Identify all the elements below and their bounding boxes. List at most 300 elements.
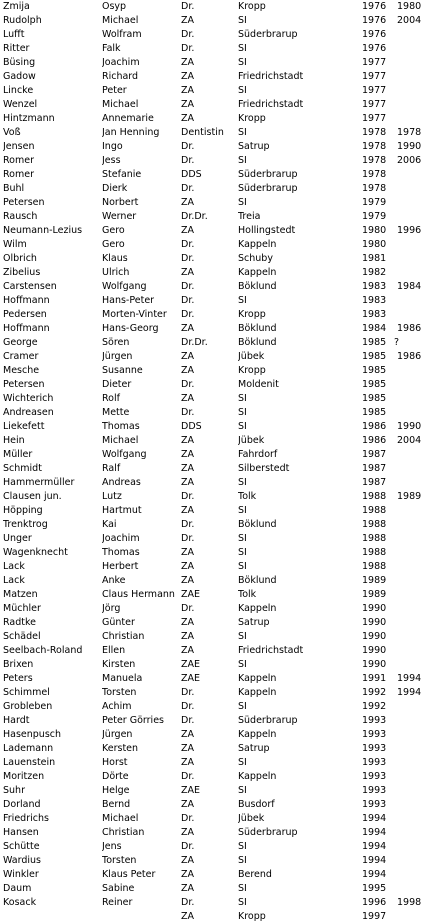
first-name-cell: Jörg: [102, 603, 121, 614]
last-name-cell: Suhr: [3, 785, 25, 796]
roster-row: [0, 322, 428, 336]
end-year-cell: 1984: [397, 281, 422, 292]
city-cell: Böklund: [238, 519, 277, 530]
city-cell: Böklund: [238, 337, 277, 348]
last-name-cell: Liekefett: [3, 421, 45, 432]
roster-row: [0, 784, 428, 798]
first-name-cell: Dörte: [102, 771, 129, 782]
end-year-cell: 2004: [397, 15, 422, 26]
title-cell: ZA: [181, 631, 195, 642]
city-cell: SI: [238, 897, 247, 908]
last-name-cell: Radtke: [3, 617, 36, 628]
end-year-cell: 1986: [397, 351, 422, 362]
start-year-cell: 1994: [362, 841, 387, 852]
start-year-cell: 1994: [362, 827, 387, 838]
roster-row: [0, 546, 428, 560]
last-name-cell: Seelbach-Roland: [3, 645, 83, 656]
start-year-cell: 1995: [362, 883, 387, 894]
first-name-cell: Thomas: [102, 547, 140, 558]
last-name-cell: Petersen: [3, 197, 45, 208]
start-year-cell: 1990: [362, 631, 387, 642]
title-cell: Dr.: [181, 239, 195, 250]
city-cell: Süderbrarup: [238, 183, 298, 194]
last-name-cell: Clausen jun.: [3, 491, 62, 502]
city-cell: Hollingstedt: [238, 225, 296, 236]
title-cell: Dr.: [181, 533, 195, 544]
first-name-cell: Herbert: [102, 561, 139, 572]
city-cell: Tolk: [238, 589, 257, 600]
title-cell: DDS: [181, 169, 202, 180]
start-year-cell: 1997: [362, 911, 387, 922]
end-year-cell: 1994: [397, 673, 422, 684]
last-name-cell: Dorland: [3, 799, 41, 810]
city-cell: Jübek: [238, 813, 265, 824]
first-name-cell: Richard: [102, 71, 139, 82]
first-name-cell: Michael: [102, 15, 139, 26]
title-cell: Dr.: [181, 897, 195, 908]
end-year-cell: 1990: [397, 421, 422, 432]
roster-row: [0, 504, 428, 518]
title-cell: ZA: [181, 505, 195, 516]
title-cell: ZA: [181, 827, 195, 838]
roster-row: [0, 84, 428, 98]
last-name-cell: Lack: [3, 561, 25, 572]
first-name-cell: Thomas: [102, 421, 140, 432]
title-cell: ZA: [181, 883, 195, 894]
last-name-cell: Schimmel: [3, 687, 50, 698]
start-year-cell: 1988: [362, 505, 387, 516]
last-name-cell: Lufft: [3, 29, 25, 40]
roster-row: [0, 770, 428, 784]
title-cell: Dr.Dr.: [181, 337, 208, 348]
roster-row: [0, 350, 428, 364]
first-name-cell: Ralf: [102, 463, 121, 474]
city-cell: SI: [238, 785, 247, 796]
start-year-cell: 1991: [362, 673, 387, 684]
roster-row: [0, 490, 428, 504]
city-cell: Kappeln: [238, 729, 277, 740]
roster-row: [0, 616, 428, 630]
last-name-cell: Brixen: [3, 659, 34, 670]
start-year-cell: 1981: [362, 253, 387, 264]
start-year-cell: 1980: [362, 225, 387, 236]
first-name-cell: Jens: [102, 841, 122, 852]
last-name-cell: Ritter: [3, 43, 30, 54]
roster-row: [0, 378, 428, 392]
first-name-cell: Klaus Peter: [102, 869, 156, 880]
last-name-cell: Lincke: [3, 85, 34, 96]
roster-row: [0, 602, 428, 616]
last-name-cell: Jensen: [3, 141, 35, 152]
first-name-cell: Sören: [102, 337, 130, 348]
roster-row: [0, 336, 428, 350]
last-name-cell: Müller: [3, 449, 33, 460]
title-cell: Dr.: [181, 379, 195, 390]
last-name-cell: Hoffmann: [3, 323, 50, 334]
city-cell: SI: [238, 421, 247, 432]
start-year-cell: 1986: [362, 435, 387, 446]
start-year-cell: 1978: [362, 155, 387, 166]
first-name-cell: Achim: [102, 701, 132, 712]
city-cell: SI: [238, 295, 247, 306]
title-cell: Dr.: [181, 841, 195, 852]
first-name-cell: Horst: [102, 757, 128, 768]
city-cell: SI: [238, 85, 247, 96]
end-year-cell: 1990: [397, 141, 422, 152]
city-cell: Böklund: [238, 323, 277, 334]
city-cell: SI: [238, 701, 247, 712]
last-name-cell: Lademann: [3, 743, 54, 754]
title-cell: Dentistin: [181, 127, 224, 138]
roster-row: [0, 294, 428, 308]
title-cell: ZA: [181, 561, 195, 572]
first-name-cell: Falk: [102, 43, 121, 54]
roster-row: [0, 406, 428, 420]
last-name-cell: Schmidt: [3, 463, 42, 474]
last-name-cell: Petersen: [3, 379, 45, 390]
first-name-cell: Torsten: [102, 855, 137, 866]
start-year-cell: 1994: [362, 855, 387, 866]
end-year-cell: 1994: [397, 687, 422, 698]
start-year-cell: 1977: [362, 85, 387, 96]
roster-row: [0, 70, 428, 84]
roster-row: [0, 868, 428, 882]
last-name-cell: Daum: [3, 883, 32, 894]
roster-row: [0, 392, 428, 406]
city-cell: Jübek: [238, 351, 265, 362]
first-name-cell: Peter Görries: [102, 715, 164, 726]
start-year-cell: 1977: [362, 57, 387, 68]
end-year-cell: 2006: [397, 155, 422, 166]
roster-row: [0, 686, 428, 700]
last-name-cell: Lauenstein: [3, 757, 56, 768]
last-name-cell: Lack: [3, 575, 25, 586]
city-cell: SI: [238, 127, 247, 138]
roster-row: [0, 238, 428, 252]
title-cell: ZA: [181, 197, 195, 208]
title-cell: Dr.: [181, 813, 195, 824]
city-cell: Kropp: [238, 1, 266, 12]
end-year-cell: 1986: [397, 323, 422, 334]
city-cell: Berend: [238, 869, 272, 880]
start-year-cell: 1976: [362, 15, 387, 26]
first-name-cell: Anke: [102, 575, 126, 586]
title-cell: ZAE: [181, 673, 201, 684]
city-cell: SI: [238, 43, 247, 54]
title-cell: ZA: [181, 323, 195, 334]
first-name-cell: Christian: [102, 631, 145, 642]
city-cell: Fahrdorf: [238, 449, 278, 460]
roster-row: [0, 742, 428, 756]
last-name-cell: Rausch: [3, 211, 38, 222]
title-cell: Dr.: [181, 715, 195, 726]
roster-row: [0, 798, 428, 812]
last-name-cell: Zibelius: [3, 267, 41, 278]
roster-row: [0, 364, 428, 378]
title-cell: ZA: [181, 267, 195, 278]
title-cell: ZA: [181, 855, 195, 866]
first-name-cell: Bernd: [102, 799, 131, 810]
start-year-cell: 1976: [362, 43, 387, 54]
city-cell: SI: [238, 477, 247, 488]
start-year-cell: 1992: [362, 687, 387, 698]
city-cell: Süderbrarup: [238, 715, 298, 726]
title-cell: ZA: [181, 365, 195, 376]
last-name-cell: Hoffmann: [3, 295, 50, 306]
city-cell: SI: [238, 407, 247, 418]
start-year-cell: 1988: [362, 491, 387, 502]
title-cell: Dr.: [181, 407, 195, 418]
start-year-cell: 1977: [362, 71, 387, 82]
first-name-cell: Klaus: [102, 253, 128, 264]
title-cell: Dr.: [181, 701, 195, 712]
city-cell: Kropp: [238, 365, 266, 376]
first-name-cell: Mette: [102, 407, 130, 418]
first-name-cell: Michael: [102, 813, 139, 824]
start-year-cell: 1988: [362, 547, 387, 558]
city-cell: SI: [238, 561, 247, 572]
city-cell: Tolk: [238, 491, 257, 502]
first-name-cell: Gero: [102, 239, 125, 250]
city-cell: Kropp: [238, 309, 266, 320]
start-year-cell: 1988: [362, 533, 387, 544]
start-year-cell: 1985: [362, 337, 387, 348]
city-cell: Friedrichstadt: [238, 99, 304, 110]
title-cell: Dr.: [181, 183, 195, 194]
last-name-cell: Wagenknecht: [3, 547, 68, 558]
roster-row: [0, 910, 428, 924]
roster-row: [0, 574, 428, 588]
last-name-cell: Moritzen: [3, 771, 45, 782]
title-cell: Dr.: [181, 603, 195, 614]
city-cell: SI: [238, 197, 247, 208]
last-name-cell: Peters: [3, 673, 33, 684]
title-cell: Dr.Dr.: [181, 211, 208, 222]
title-cell: ZA: [181, 113, 195, 124]
city-cell: Satrup: [238, 743, 270, 754]
start-year-cell: 1990: [362, 603, 387, 614]
roster-row: [0, 434, 428, 448]
first-name-cell: Ellen: [102, 645, 126, 656]
title-cell: ZA: [181, 575, 195, 586]
start-year-cell: 1976: [362, 29, 387, 40]
city-cell: Kappeln: [238, 267, 277, 278]
first-name-cell: Sabine: [102, 883, 135, 894]
last-name-cell: Rudolph: [3, 15, 42, 26]
last-name-cell: Hammermüller: [3, 477, 75, 488]
last-name-cell: Büsing: [3, 57, 36, 68]
last-name-cell: Hintzmann: [3, 113, 55, 124]
city-cell: SI: [238, 883, 247, 894]
roster-row: [0, 112, 428, 126]
roster-row: [0, 182, 428, 196]
roster-row: [0, 28, 428, 42]
first-name-cell: Manuela: [102, 673, 143, 684]
first-name-cell: Stefanie: [102, 169, 142, 180]
city-cell: Friedrichstadt: [238, 71, 304, 82]
start-year-cell: 1993: [362, 799, 387, 810]
start-year-cell: 1985: [362, 379, 387, 390]
roster-row: [0, 756, 428, 770]
city-cell: SI: [238, 841, 247, 852]
roster-row: [0, 448, 428, 462]
start-year-cell: 1985: [362, 351, 387, 362]
start-year-cell: 1978: [362, 169, 387, 180]
first-name-cell: Jürgen: [102, 351, 133, 362]
city-cell: SI: [238, 631, 247, 642]
start-year-cell: 1988: [362, 519, 387, 530]
first-name-cell: Wolfgang: [102, 449, 147, 460]
start-year-cell: 1989: [362, 589, 387, 600]
first-name-cell: Joachim: [102, 533, 140, 544]
title-cell: ZA: [181, 449, 195, 460]
first-name-cell: Susanne: [102, 365, 143, 376]
last-name-cell: Zmija: [3, 1, 30, 12]
city-cell: SI: [238, 57, 247, 68]
title-cell: ZA: [181, 757, 195, 768]
roster-row: [0, 140, 428, 154]
city-cell: Satrup: [238, 617, 270, 628]
title-cell: Dr.: [181, 141, 195, 152]
last-name-cell: Höpping: [3, 505, 43, 516]
roster-row: [0, 280, 428, 294]
title-cell: ZAE: [181, 659, 201, 670]
title-cell: Dr.: [181, 295, 195, 306]
start-year-cell: 1978: [362, 127, 387, 138]
first-name-cell: Christian: [102, 827, 145, 838]
start-year-cell: 1993: [362, 771, 387, 782]
last-name-cell: Buhl: [3, 183, 25, 194]
title-cell: Dr.: [181, 1, 195, 12]
first-name-cell: Osyp: [102, 1, 127, 12]
start-year-cell: 1978: [362, 141, 387, 152]
title-cell: ZA: [181, 729, 195, 740]
last-name-cell: Gadow: [3, 71, 36, 82]
last-name-cell: Pedersen: [3, 309, 47, 320]
start-year-cell: 1987: [362, 477, 387, 488]
title-cell: Dr.: [181, 519, 195, 530]
last-name-cell: Matzen: [3, 589, 38, 600]
last-name-cell: Romer: [3, 169, 34, 180]
roster-row: [0, 308, 428, 322]
city-cell: SI: [238, 393, 247, 404]
start-year-cell: 1989: [362, 575, 387, 586]
first-name-cell: Kirsten: [102, 659, 136, 670]
city-cell: Satrup: [238, 141, 270, 152]
start-year-cell: 1985: [362, 407, 387, 418]
title-cell: ZA: [181, 617, 195, 628]
roster-row: [0, 420, 428, 434]
last-name-cell: Olbrich: [3, 253, 37, 264]
last-name-cell: Cramer: [3, 351, 39, 362]
roster-row: [0, 42, 428, 56]
start-year-cell: 1990: [362, 617, 387, 628]
start-year-cell: 1986: [362, 421, 387, 432]
roster-row: [0, 532, 428, 546]
start-year-cell: 1988: [362, 561, 387, 572]
roster-row: [0, 896, 428, 910]
first-name-cell: Claus Hermann: [102, 589, 175, 600]
title-cell: ZA: [181, 911, 195, 922]
title-cell: Dr.: [181, 281, 195, 292]
title-cell: ZAE: [181, 785, 201, 796]
first-name-cell: Helge: [102, 785, 130, 796]
title-cell: ZA: [181, 351, 195, 362]
title-cell: Dr.: [181, 155, 195, 166]
last-name-cell: Wichterich: [3, 393, 54, 404]
start-year-cell: 1977: [362, 99, 387, 110]
last-name-cell: Schädel: [3, 631, 41, 642]
last-name-cell: Carstensen: [3, 281, 57, 292]
roster-row: [0, 700, 428, 714]
roster-row: [0, 840, 428, 854]
title-cell: ZA: [181, 435, 195, 446]
roster-row: [0, 658, 428, 672]
start-year-cell: 1987: [362, 463, 387, 474]
first-name-cell: Rolf: [102, 393, 120, 404]
roster-row: [0, 168, 428, 182]
title-cell: ZA: [181, 743, 195, 754]
start-year-cell: 1983: [362, 281, 387, 292]
roster-row: [0, 154, 428, 168]
roster-row: [0, 210, 428, 224]
start-year-cell: 1990: [362, 659, 387, 670]
first-name-cell: Wolfram: [102, 29, 142, 40]
roster-row: [0, 882, 428, 896]
city-cell: Kappeln: [238, 603, 277, 614]
city-cell: Silberstedt: [238, 463, 290, 474]
start-year-cell: 1992: [362, 701, 387, 712]
last-name-cell: Grobleben: [3, 701, 53, 712]
start-year-cell: 1994: [362, 813, 387, 824]
first-name-cell: Joachim: [102, 57, 140, 68]
roster-row: [0, 224, 428, 238]
roster-row: [0, 196, 428, 210]
roster-row: [0, 728, 428, 742]
start-year-cell: 1977: [362, 113, 387, 124]
end-year-cell: 1996: [397, 225, 422, 236]
last-name-cell: Friedrichs: [3, 813, 49, 824]
roster-row: [0, 518, 428, 532]
uncertain-mark: ?: [394, 337, 400, 348]
last-name-cell: Mesche: [3, 365, 40, 376]
title-cell: Dr.: [181, 687, 195, 698]
roster-row: [0, 14, 428, 28]
title-cell: DDS: [181, 421, 202, 432]
roster-row: [0, 266, 428, 280]
city-cell: Süderbrarup: [238, 827, 298, 838]
first-name-cell: Peter: [102, 85, 127, 96]
title-cell: ZA: [181, 85, 195, 96]
last-name-cell: Wilm: [3, 239, 27, 250]
title-cell: ZA: [181, 57, 195, 68]
roster-row: [0, 462, 428, 476]
title-cell: ZA: [181, 225, 195, 236]
start-year-cell: 1983: [362, 309, 387, 320]
title-cell: Dr.: [181, 43, 195, 54]
last-name-cell: Neumann-Lezius: [3, 225, 83, 236]
first-name-cell: Norbert: [102, 197, 139, 208]
city-cell: SI: [238, 855, 247, 866]
first-name-cell: Kai: [102, 519, 117, 530]
roster-row: [0, 252, 428, 266]
start-year-cell: 1994: [362, 869, 387, 880]
first-name-cell: Gero: [102, 225, 125, 236]
last-name-cell: Andreasen: [3, 407, 54, 418]
start-year-cell: 1985: [362, 393, 387, 404]
title-cell: ZA: [181, 71, 195, 82]
city-cell: Kropp: [238, 911, 266, 922]
